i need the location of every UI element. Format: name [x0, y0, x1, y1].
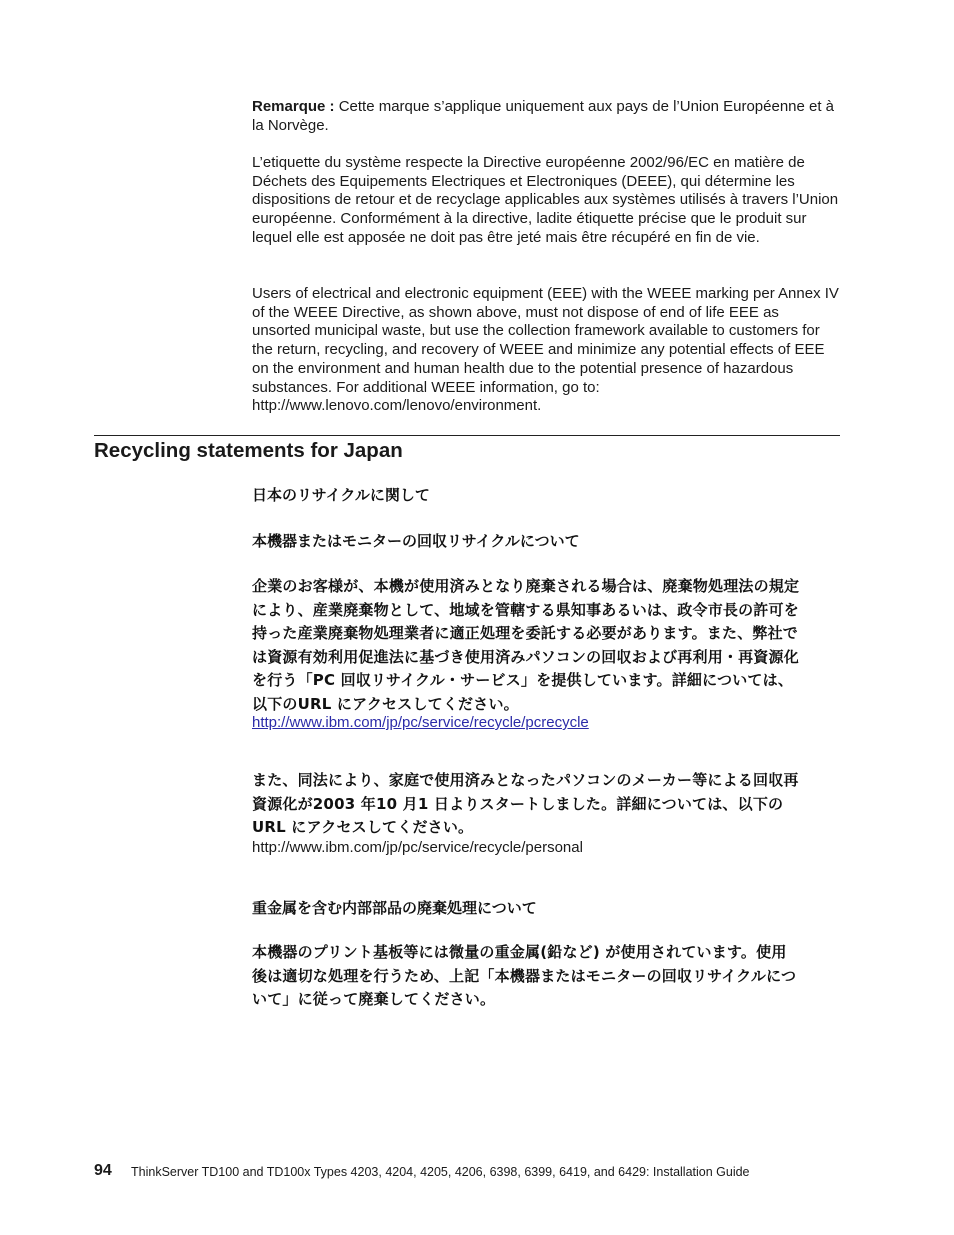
japan-paragraph-3-line: いて」に従って廃棄してください。 [252, 990, 496, 1008]
japan-heading-2-block [252, 531, 840, 551]
weee-block [252, 285, 840, 416]
japan-url-2-block [252, 839, 840, 857]
japan-paragraph-1-line: 以下のURL にアクセスしてください。 [252, 694, 519, 713]
japan-paragraph-1-line: により、産業廃棄物として、地域を管轄する県知事あるいは、政令市長の許可を [252, 600, 799, 619]
japan-heading-2: 本機器またはモニターの回収リサイクルについて [252, 532, 580, 550]
japan-heading-1-block [252, 485, 840, 505]
japan-heading-3-block [252, 898, 840, 918]
section-title: Recycling statements for Japan [94, 439, 403, 462]
pcrecycle-link[interactable]: http://www.ibm.com/jp/pc/service/recycle/pcrecycle [252, 714, 589, 731]
remark-block [252, 98, 840, 135]
page-footer [94, 1161, 854, 1185]
japan-paragraph-3-line: 本機器のプリント基板等には微量の重金属(鉛など) が使用されています。使用 [252, 943, 787, 961]
japan-paragraph-1-line: は資源有効利用促進法に基づき使用済みパソコンの回収および再利用・再資源化 [252, 647, 799, 666]
japan-paragraph-2 [252, 769, 852, 840]
remark-text: Cette marque s’applique uniquement aux pays de l’Union Européenne et à la Norvège. [252, 98, 835, 134]
japan-paragraph-2-line: 資源化が2003 年10 月1 日よりスタートしました。詳細については、以下の [252, 794, 784, 813]
japan-paragraph-1-line: を行う「PC 回収リサイクル・サービス」を提供しています。詳細については、 [252, 671, 794, 689]
weee-paragraph: Users of electrical and electronic equipment (EEE) with the WEEE marking per Annex IV of the WEEE Directive, as shown above, must not dispose of end of life EEE as unsorted municipal waste, but use the collection framework available to customers for the return, recycling, and recovery of WEEE and minimize any potential effects of EEE on the environment and human health due to the potential presence of hazardous substances. For additional WEEE information, go to: http://www.lenovo.com/lenovo/environment. [252, 285, 839, 415]
directive-block [252, 154, 840, 248]
japan-paragraph-2-line: また、同法により、家庭で使用済みとなったパソコンのメーカー等による回収再 [252, 771, 799, 789]
japan-link-1-block [252, 714, 840, 732]
page-number: 94 [94, 1162, 112, 1179]
personal-recycle-url: http://www.ibm.com/jp/pc/service/recycle/personal [252, 839, 583, 856]
japan-paragraph-2-line: URL にアクセスしてください。 [252, 818, 474, 836]
japan-paragraph-3-line: 後は適切な処理を行うため、上記「本機器またはモニターの回収リサイクルにつ [252, 966, 797, 985]
japan-heading-3: 重金属を含む内部部品の廃棄処理について [252, 899, 537, 917]
directive-paragraph: L’etiquette du système respecte la Directive européenne 2002/96/EC en matière de Déchets des Equipements Electriques et Electroniques (DEEE), qui détermine les dispositions de retour et de recyclage applicables aux systèmes utilisés à travers l’Union européenne. Conformément à la directive, ladite étiquette précise que le produit sur lequel elle est apposée ne doit pas être jeté mais être récupéré en fin de vie. [252, 154, 839, 246]
japan-paragraph-1 [252, 575, 852, 716]
footer-title: ThinkServer TD100 and TD100x Types 4203, 4204, 4205, 4206, 6398, 6399, 6419, and 6429: Installation Guide [131, 1165, 750, 1179]
japan-heading-1: 日本のリサイクルに関して [252, 486, 430, 504]
section-divider [94, 435, 840, 436]
japan-paragraph-1-line: 企業のお客様が、本機が使用済みとなり廃棄される場合は、廃棄物処理法の規定 [252, 577, 800, 595]
japan-paragraph-1-line: 持った産業廃棄物処理業者に適正処理を委託する必要があります。また、弊社で [252, 624, 799, 642]
remark-paragraph [252, 98, 840, 135]
remark-label: Remarque : [252, 98, 335, 115]
japan-paragraph-3 [252, 941, 852, 1012]
